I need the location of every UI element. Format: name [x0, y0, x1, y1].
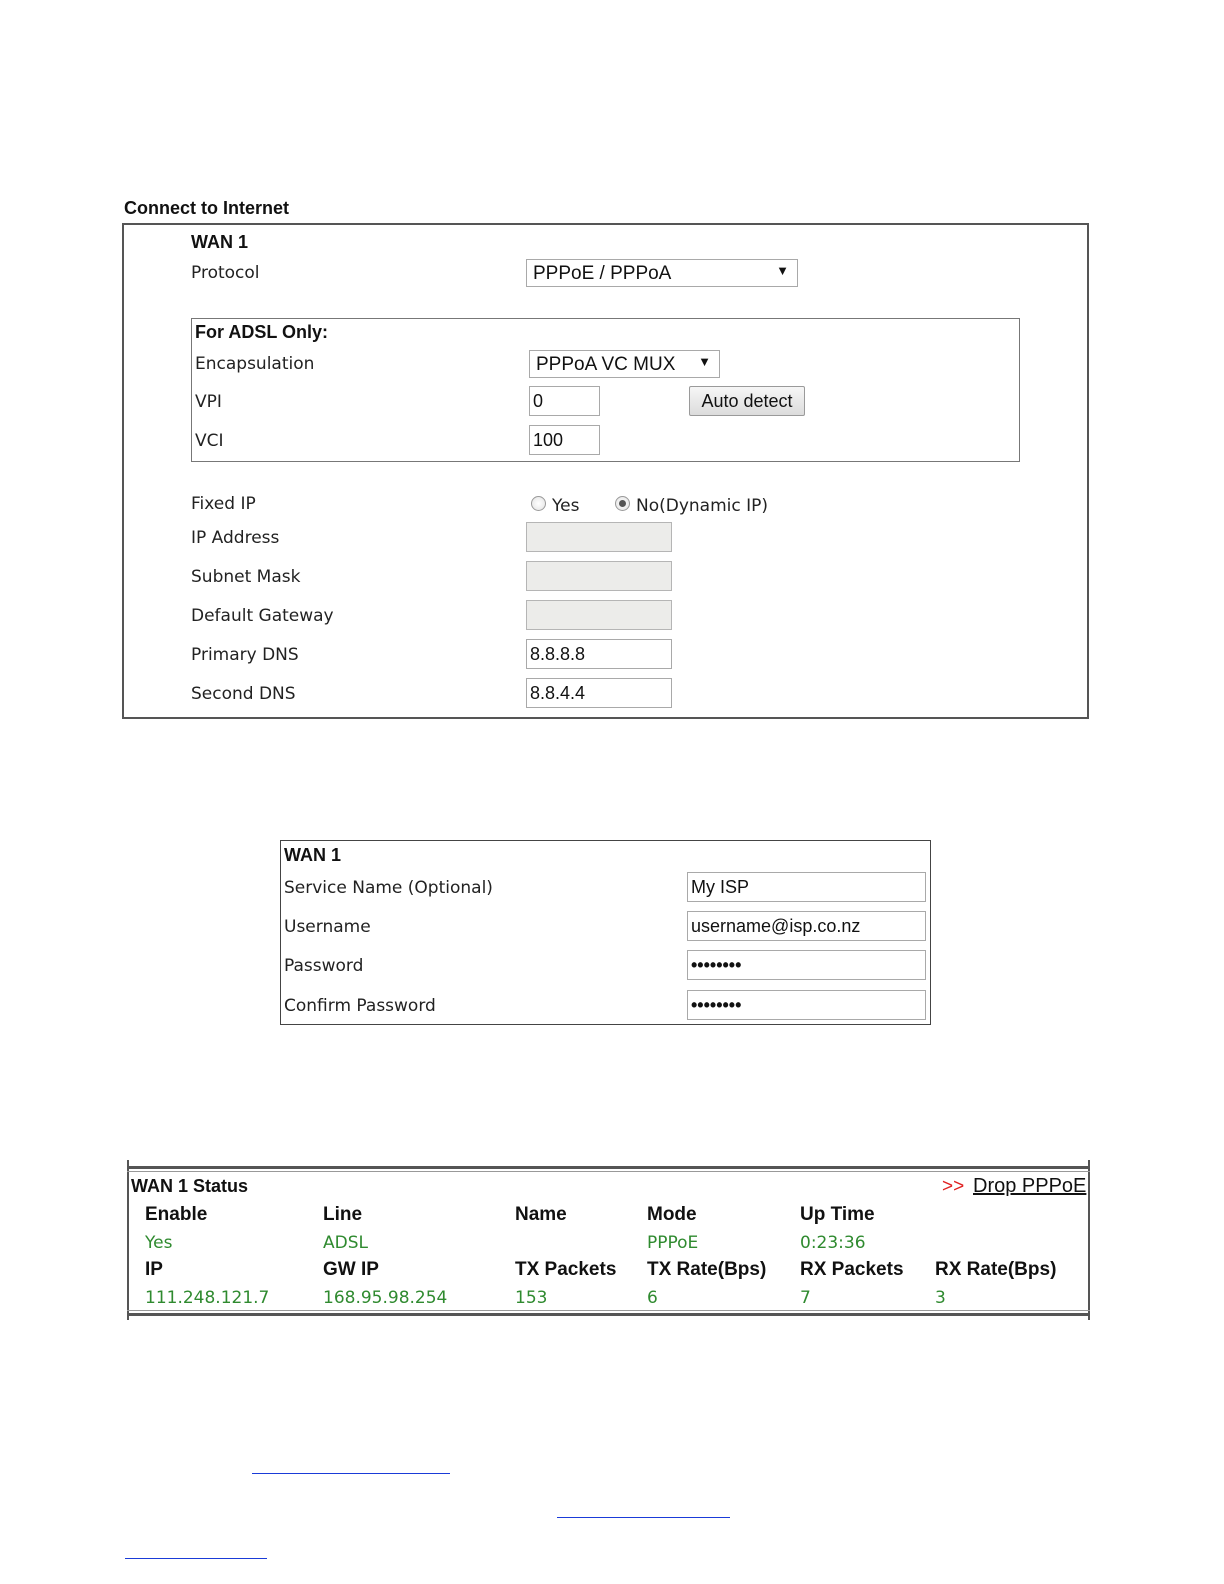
auto-detect-button[interactable]: Auto detect: [689, 386, 805, 416]
status-value-gw-ip: 168.95.98.254: [323, 1288, 448, 1308]
drop-pppoe-link[interactable]: Drop PPPoE: [973, 1175, 1087, 1197]
status-value-mode: PPPoE: [647, 1233, 699, 1253]
vci-label: VCI: [195, 431, 224, 451]
status-value-rx-packets: 7: [800, 1288, 811, 1308]
status-value-uptime: 0:23:36: [800, 1233, 866, 1253]
second-dns-label: Second DNS: [191, 684, 296, 704]
drop-prefix: >>: [942, 1176, 965, 1197]
encapsulation-label: Encapsulation: [195, 354, 315, 374]
status-header-uptime: Up Time: [800, 1204, 875, 1225]
encapsulation-select-value: PPPoA VC MUX: [536, 354, 676, 375]
primary-dns-label: Primary DNS: [191, 645, 299, 665]
status-header-rx-rate: RX Rate(Bps): [935, 1259, 1057, 1280]
fixed-ip-yes-label: Yes: [552, 496, 580, 516]
ip-address-label: IP Address: [191, 528, 280, 548]
protocol-select-value: PPPoE / PPPoA: [533, 263, 672, 284]
password-input[interactable]: ••••••••: [687, 950, 926, 980]
confirm-password-input[interactable]: ••••••••: [687, 990, 926, 1020]
service-name-input[interactable]: My ISP: [687, 872, 926, 902]
fixed-ip-yes-radio[interactable]: [531, 496, 546, 511]
protocol-select[interactable]: [526, 259, 798, 287]
fixed-ip-no-label: No(Dynamic IP): [636, 496, 769, 516]
status-value-line: ADSL: [323, 1233, 368, 1253]
second-dns-input[interactable]: 8.8.4.4: [526, 678, 672, 708]
status-divider: [127, 1313, 1090, 1316]
vci-input[interactable]: 100: [529, 425, 600, 455]
hyperlink-underline[interactable]: [252, 1473, 450, 1474]
default-gateway-input[interactable]: [526, 600, 672, 630]
fixed-ip-no-radio[interactable]: [615, 496, 630, 511]
adsl-title: For ADSL Only:: [195, 322, 329, 342]
protocol-label: Protocol: [191, 263, 260, 283]
service-name-label: Service Name (Optional): [284, 878, 493, 898]
wan-title: WAN 1: [191, 232, 249, 252]
status-title: WAN 1 Status: [131, 1176, 249, 1196]
hyperlink-underline[interactable]: [125, 1558, 267, 1559]
status-value-rx-rate: 3: [935, 1288, 946, 1308]
subnet-mask-label: Subnet Mask: [191, 567, 301, 587]
status-header-name: Name: [515, 1204, 567, 1225]
status-header-enable: Enable: [145, 1204, 208, 1225]
primary-dns-input[interactable]: 8.8.8.8: [526, 639, 672, 669]
vpi-label: VPI: [195, 392, 222, 412]
default-gateway-label: Default Gateway: [191, 606, 334, 626]
dropdown-arrow-icon: ▼: [776, 263, 789, 278]
subnet-mask-input[interactable]: [526, 561, 672, 591]
encapsulation-select[interactable]: [529, 350, 720, 378]
status-value-ip: 111.248.121.7: [145, 1288, 270, 1308]
status-header-gw-ip: GW IP: [323, 1259, 379, 1280]
connect-section-title: Connect to Internet: [124, 198, 289, 218]
status-header-rx-packets: RX Packets: [800, 1259, 904, 1280]
dropdown-arrow-icon: ▼: [698, 354, 711, 369]
confirm-password-label: Confirm Password: [284, 996, 436, 1016]
username-label: Username: [284, 917, 371, 937]
status-header-ip: IP: [145, 1259, 163, 1280]
hyperlink-underline[interactable]: [557, 1517, 730, 1518]
status-header-tx-packets: TX Packets: [515, 1259, 617, 1280]
username-input[interactable]: username@isp.co.nz: [687, 911, 926, 941]
status-header-line: Line: [323, 1204, 363, 1225]
vpi-input[interactable]: 0: [529, 386, 600, 416]
ip-address-input[interactable]: [526, 522, 672, 552]
status-divider: [127, 1310, 1090, 1311]
password-label: Password: [284, 956, 364, 976]
fixed-ip-label: Fixed IP: [191, 494, 256, 514]
status-header-tx-rate: TX Rate(Bps): [647, 1259, 767, 1280]
status-header-mode: Mode: [647, 1204, 697, 1225]
status-value-tx-rate: 6: [647, 1288, 658, 1308]
status-value-enable: Yes: [145, 1233, 173, 1253]
credentials-title: WAN 1: [284, 845, 342, 865]
status-value-tx-packets: 153: [515, 1288, 548, 1308]
